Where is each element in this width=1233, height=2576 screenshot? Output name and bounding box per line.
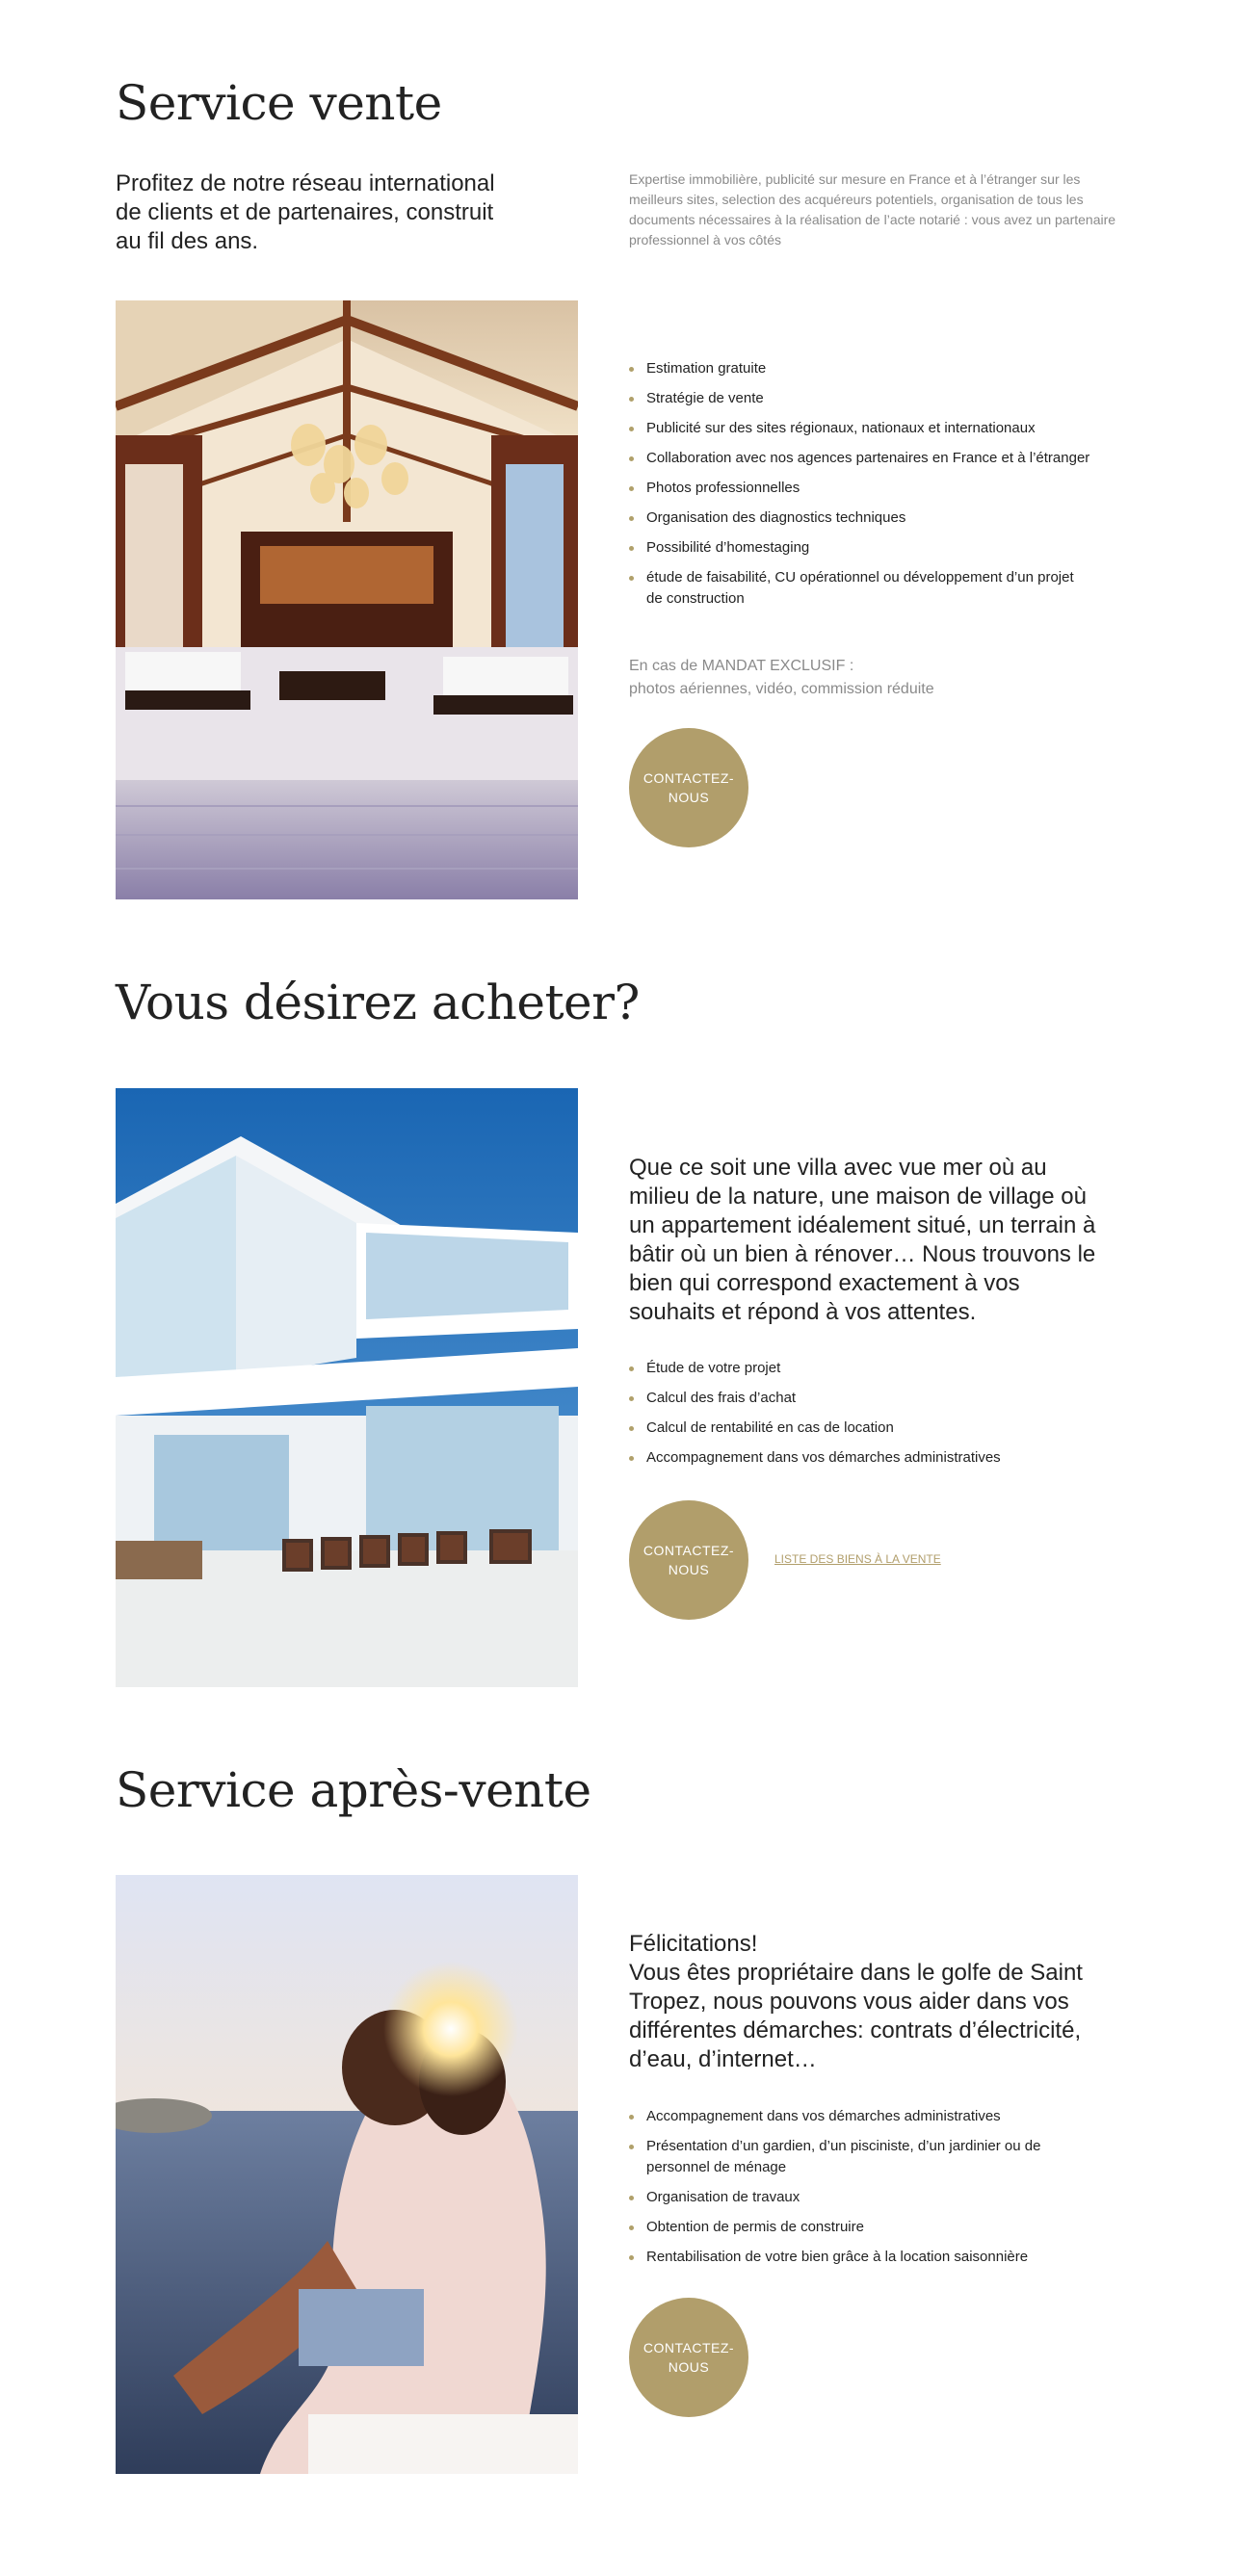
list-item: Possibilité d’homestaging — [629, 537, 1091, 559]
list-item: Accompagnement dans vos démarches administratives — [629, 1447, 1091, 1469]
after-sale-services-list — [629, 2106, 1091, 2277]
sale-intro: Expertise immobilière, publicité sur mesure en France et à l’étranger sur les meilleurs sites, selection des acquéreurs potentiels, organisation de tous les documents nécessaires à la réalisation de l’acte notarié : vous avez un partenaire professionnel à vos côtés — [629, 171, 1116, 247]
list-item: Stratégie de vente — [629, 388, 1091, 409]
contact-button[interactable]: CONTACTEZ- NOUS — [629, 2298, 748, 2417]
couple-sunset-photo — [116, 1875, 578, 2474]
list-item: Obtention de permis de construire — [629, 2217, 1091, 2238]
exclusive-mandate-note: En cas de MANDAT EXCLUSIF : photos aériennes, vidéo, commission réduite — [629, 658, 934, 697]
sale-lead: Profitez de notre réseau international de clients et de partenaires, construit au fil des ans. — [116, 170, 495, 254]
list-item: Rentabilisation de votre bien grâce à la location saisonnière — [629, 2247, 1091, 2268]
modern-villa-photo — [116, 1088, 578, 1687]
list-item: étude de faisabilité, CU opérationnel ou développement d’un projet de construction — [629, 567, 1091, 610]
list-item: Publicité sur des sites régionaux, nationaux et internationaux — [629, 418, 1091, 439]
list-item: Calcul des frais d’achat — [629, 1388, 1091, 1409]
contact-button[interactable]: CONTACTEZ- NOUS — [629, 728, 748, 847]
section-title-after-sale: Service après-vente — [116, 1762, 591, 1818]
after-sale-lead: Félicitations! Vous êtes propriétaire dans le golfe de Saint Tropez, nous pouvons vous aider dans vos différentes démarches: contrats d’électricité, d’eau, d’internet… — [629, 1931, 1083, 2072]
section-title-buy: Vous désirez acheter? — [116, 975, 640, 1030]
list-item: Organisation des diagnostics techniques — [629, 507, 1091, 529]
contact-button[interactable]: CONTACTEZ- NOUS — [629, 1500, 748, 1620]
list-item: Présentation d’un gardien, d’un pisciniste, d’un jardinier ou de personnel de ménage — [629, 2136, 1091, 2178]
buy-lead: Que ce soit une villa avec vue mer où au milieu de la nature, une maison de village où un appartement idéalement situé, un terrain à bâtir où un bien à rénover… Nous trouvons le bien qui correspond exactement à vos souhaits et répond à vos attentes. — [629, 1155, 1096, 1325]
list-item: Accompagnement dans vos démarches administratives — [629, 2106, 1091, 2127]
list-item: Photos professionnelles — [629, 478, 1091, 499]
sale-services-list — [629, 358, 1091, 618]
list-item: Organisation de travaux — [629, 2187, 1091, 2208]
buy-services-list — [629, 1358, 1091, 1477]
list-item: Étude de votre projet — [629, 1358, 1091, 1379]
list-item: Collaboration avec nos agences partenaires en France et à l’étranger — [629, 448, 1091, 469]
properties-for-sale-link[interactable]: LISTE DES BIENS À LA VENTE — [774, 1552, 941, 1566]
list-item: Estimation gratuite — [629, 358, 1091, 379]
list-item: Calcul de rentabilité en cas de location — [629, 1418, 1091, 1439]
luxury-interior-photo — [116, 300, 578, 899]
section-title-sale: Service vente — [116, 75, 442, 131]
